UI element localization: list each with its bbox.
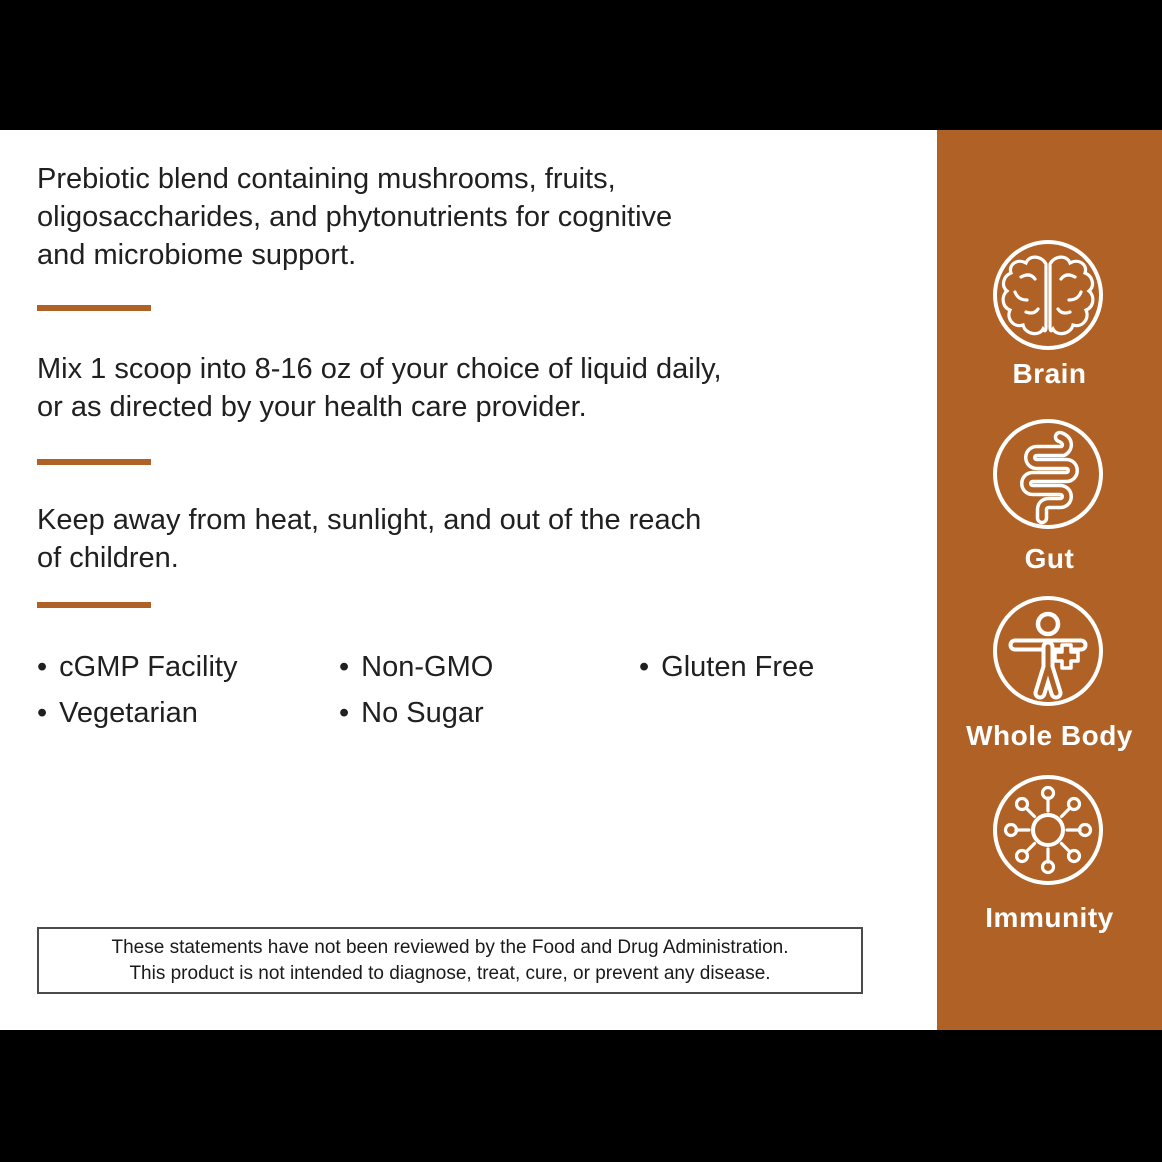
- sidebar-label-brain: Brain: [1012, 358, 1087, 389]
- feature-label: No Sugar: [361, 697, 484, 729]
- feature-label: Vegetarian: [59, 697, 198, 729]
- section-divider: [37, 459, 151, 465]
- whole-body-icon: [992, 595, 1104, 707]
- directions-line: or as directed by your health care provider.: [37, 391, 587, 423]
- feature-bullet: [37, 650, 237, 684]
- gut-icon: [992, 418, 1104, 530]
- sidebar-label-whole-body: Whole Body: [966, 720, 1133, 751]
- storage-line: of children.: [37, 542, 179, 574]
- description-paragraph: [37, 160, 672, 274]
- directions-line: Mix 1 scoop into 8-16 oz of your choice of liquid daily,: [37, 353, 722, 385]
- feature-bullet: [639, 650, 814, 684]
- section-divider: [37, 305, 151, 311]
- disclaimer-line: This product is not intended to diagnose, treat, cure, or prevent any disease.: [129, 962, 771, 984]
- feature-label: Gluten Free: [661, 651, 815, 683]
- sidebar-label-gut: Gut: [1024, 543, 1075, 574]
- disclaimer-line: These statements have not been reviewed by the Food and Drug Administration.: [111, 936, 789, 958]
- sidebar-label-immunity: Immunity: [985, 902, 1114, 933]
- description-line: Prebiotic blend containing mushrooms, fruits,: [37, 163, 616, 195]
- bottom-black-bar: [0, 1030, 1162, 1162]
- feature-bullet: [339, 696, 484, 730]
- bullet-dot: •: [339, 697, 350, 729]
- top-black-bar: [0, 0, 1162, 130]
- bullet-dot: •: [37, 697, 48, 729]
- feature-bullet: [339, 650, 493, 684]
- fda-disclaimer-box: [37, 927, 863, 994]
- storage-warning-paragraph: [37, 501, 701, 577]
- bullet-dot: •: [37, 651, 48, 683]
- feature-label: cGMP Facility: [59, 651, 238, 683]
- bullet-dot: •: [639, 651, 650, 683]
- bullet-dot: •: [339, 651, 350, 683]
- directions-paragraph: [37, 350, 722, 426]
- brain-icon: [992, 239, 1104, 351]
- description-line: oligosaccharides, and phytonutrients for cognitive: [37, 201, 673, 233]
- storage-line: Keep away from heat, sunlight, and out of the reach: [37, 504, 702, 536]
- description-line: and microbiome support.: [37, 239, 357, 271]
- feature-label: Non-GMO: [361, 651, 494, 683]
- feature-bullet: [37, 696, 198, 730]
- immunity-icon: [992, 774, 1104, 886]
- section-divider: [37, 602, 151, 608]
